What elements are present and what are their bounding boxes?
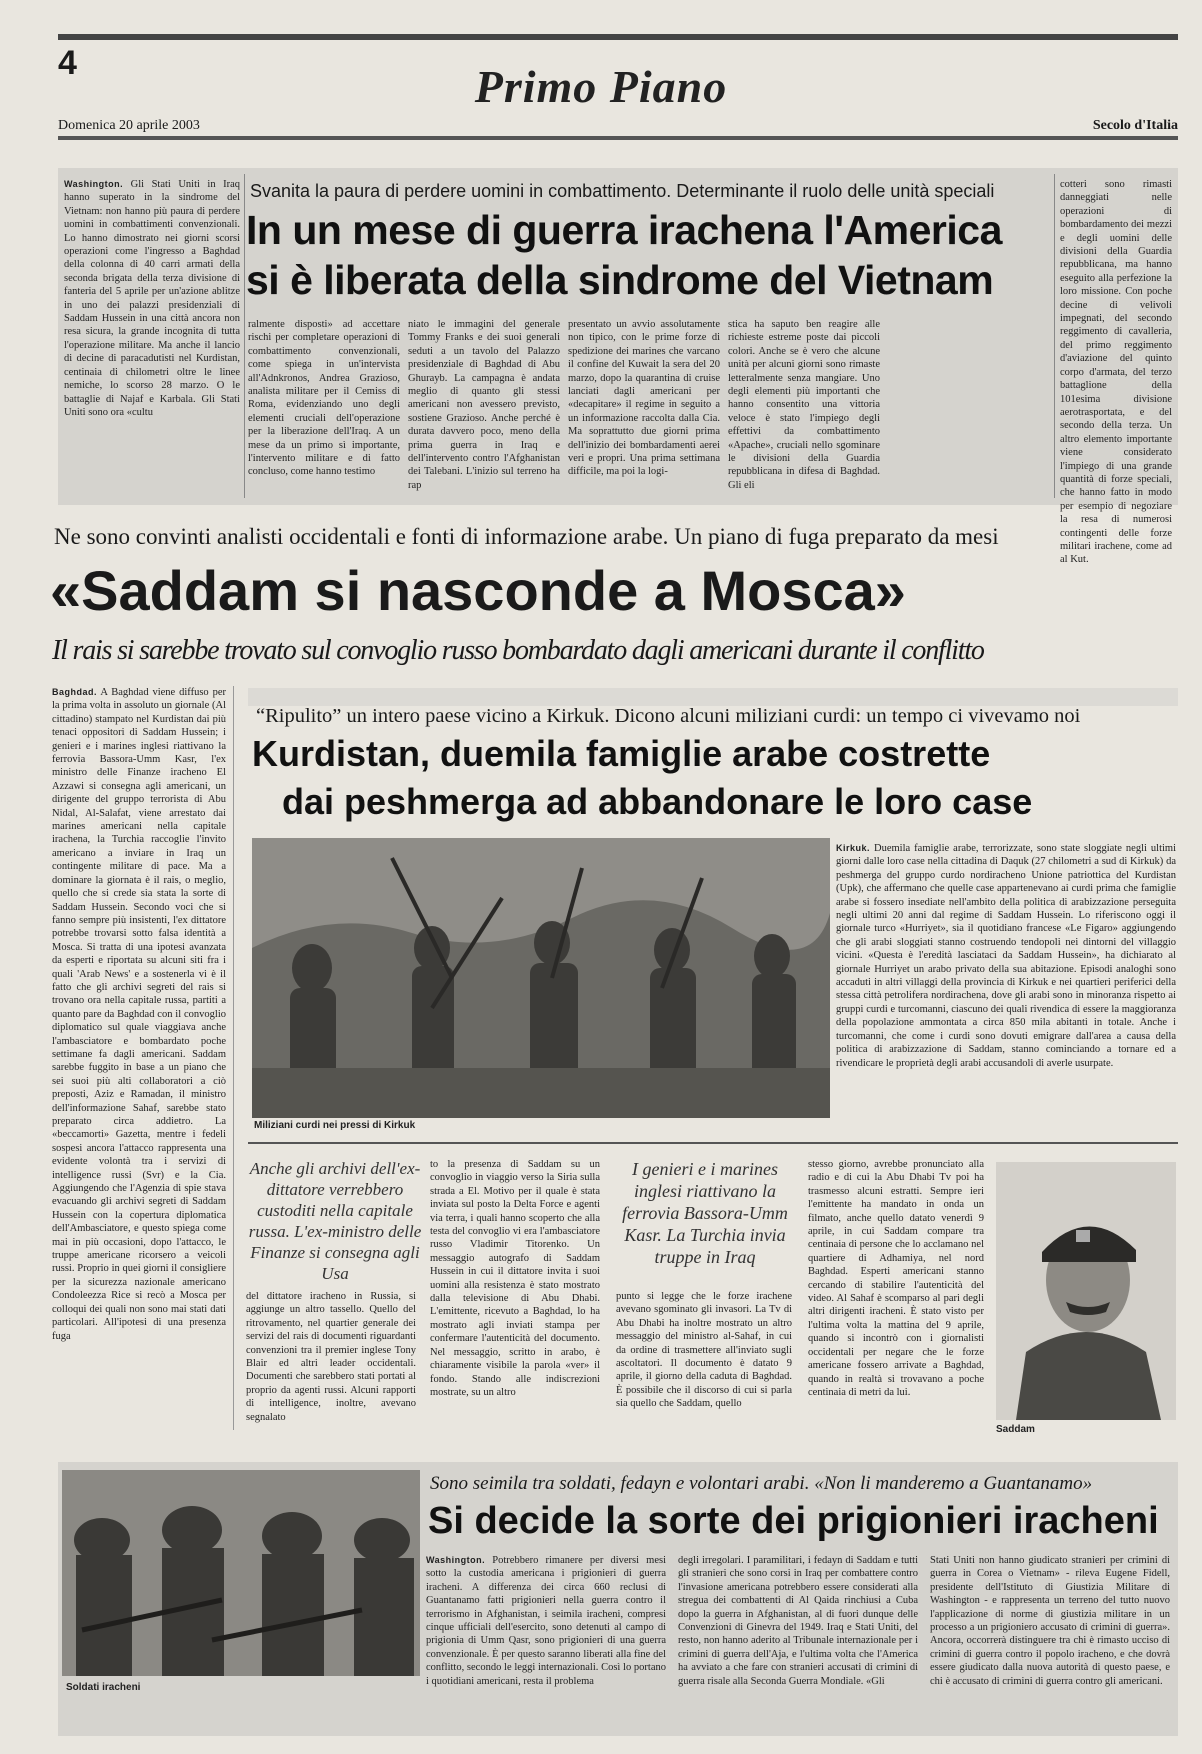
soldiers-photo-caption: Soldati iracheni [66,1682,141,1693]
issue-date: Domenica 20 aprile 2003 [58,118,200,133]
vietnam-col-5: stica ha saputo ben reagire alle richieste estreme poste dai piccoli colori. Anche se è vero che alcune unità per alcuni giorni sono rimaste letteralmente senza mangiare. Uno degli elementi più importanti che hanno consentito una vittoria veloce è stato l'impiego degli effettivi da combattimento «Apache», cruciali nello sgominare le divisioni della Guardia repubblicana in difesa di Baghdad. Gli eli [728,319,880,491]
vietnam-col-1: Washington. Gli Stati Uniti in Iraq hanno superato in la sindrome del Vietnam: non hanno più paura di perdere uomini in combattimenti convenzionali. Lo hanno dimostrato nei giorni scorsi operazioni come l'ingresso a Baghdad della colonna di 40 carri armati della seconda brigata della terza divisione di fanteria del 5 aprile per un'azione ablitze in uno dei palazzi presidenziali di Saddam Hussein in una città ancora non resa sicura, la grande incognita di tutta l'operazione militare. Ma anche il lancio di decine di paracadutisti nel Kurdistan, centinaia di chilometri oltre le linee nemiche, lo scorso 28 marzo. O le battaglie di Najaf e Karbala. Gli Stati Uniti sono ora «cultu [64,179,240,418]
kurdistan-body: Kirkuk. Duemila famiglie arabe, terrorizzate, sono state sloggiate negli ultimi giorni dalle loro case nella cittadina di Daquk (27 chilometri a sud di Kirkuk) da peshmerga del gruppo curdo nordiracheno Unione patriottica del Kurdistan (Upk), che affermano che quelle case appartenevano ai curdi prima che famiglie arabe si fossero insediate nell'ambito della politica di arabizzazione perseguita negli ultimi 20 anni dal regime di Saddam Hussein. Lo riferiscono oggi il giornale turco «Hurriyet», sia il quotidiano francese «Le Figaro» aggiungendo che gli arabi sloggiati stanno costruendo tendopoli nei dintorni del villaggio vicini. «Questa è l'eredità lasciataci da Saddam Hussein», ha dichiarato al giornale Hurriyet un arabo privato della sua abitazione. Episodi analoghi sono accaduti in altri villaggi della provincia di Kirkuk e nei quartieri periferici della stessa città petrolifera nordirachena, dove gli arabi sono in minoranza rispetto ai gruppi curdi e turcomanni, ciascuno dei quali rivendica di essere la maggioranza della popolazione ammontata a circa 850 mila abitanti in totale. Anche i turcomanni, che come i curdi sono dovuti emigrare dall'area a causa della politica di arabizzazione di Saddam, stanno cominciando a tornare ed a rivendicare le proprietà degli arabi accusandoli di averle usurpate. [836,843,1176,1069]
kurdistan-headline-2: dai peshmerga ad abbandonare le loro case [282,781,1033,822]
kurdistan-headline-1: Kurdistan, duemila famiglie arabe costrette [252,733,991,774]
saddam-col-a: del dittatore iracheno in Russia, si aggiunge un altro tassello. Quello del ritrovamento, nel quartier generale dei servizi del rais di documenti riguardanti convenzioni tra il premier inglese Tony Blair ed altri leader occidentali. Documenti che sarebbero stati portati al proprio da agenti russi. Alcuni rapporti di intelligence, inoltre, avevano segnalato [246,1291,416,1423]
prisoners-kicker: Sono seimila tra soldati, fedayn e volontari arabi. «Non li manderemo a Guantanamo» [430,1473,1093,1494]
kurdistan-bottom-rule [248,1142,1178,1144]
saddam-col-left: Baghdad. A Baghdad viene diffuso per la prima volta in assoluto un giornale (Al cittadino) stampato nel Kurdistan dai più tenaci oppositori di Saddam Hussein; i genieri e i marines inglesi riattivano la ferrovia Bassora-Umm Kasr, l'ex ministro delle Finanze iracheno El Azzawi si consegna agli americani, un dirigente del gruppo terrorista di Abu Nidal, Al-Salafat, viene arrestato dai marines americani nella capitale irachena, la Turchia raccoglie l'invito americano a inviare in Iraq un contingente militare di pace. Ma a dominare la giornata è il rais, o meglio, quello che si crede sia stata la sorte di Saddam Hussein. Secondo voci che si fanno sempre più insistenti, l'ex dittatore potrebbe trovarsi sotto falsa identità a Mosca. Si tratta di una ipotesi avanzata da esperti e riportata su alcuni siti fra i quali 'Arab News' e a sostenerla vi è il fatto che gli archivi segreti del rais si trovano ora nella capitale russa, partiti a quanto pare da Baghdad con il convoglio diplomatico sul quale viaggiava anche l'ambasciatore e bombardato poche settimane fa dagli americani. Saddam sarebbe fuggito in base a un piano che sei suoi più alti collaboratori a ciò preposti, Aziz e Ramadan, il ministro dell'informazione Sahaf, sarebbe stato preparato circa addietro. La «beccamorti» Gazetta, mentre i fedeli sospesi ancora l'attacco rappresenta una evidente volontà tra i servizi di intelligence russi (Svr) e la Cia. Aggiungendo che l'Agenzia di spie stava evacuando gli archivi segreti di Saddam Hussein con la copertura diplomatica dell'Ambasciatore, e questo spiega come mai in più occasioni, dopo l'attacco, le truppe americane ricorsero a veicoli russi. Proprio in quei giorni il consigliere per la sicurezza nazionale americano Condoleezza Rice si recò a Mosca per colloqui dei quali non sono mai stati dati particolari. All'ipotesi di una presenza fuga [52,687,226,1342]
saddam-photo-caption: Saddam [996,1424,1035,1435]
militia-illustration [252,838,830,1118]
archive-deck: Anche gli archivi dell'ex-dittatore verrebbero custoditi nella capitale russa. L'ex-ministro delle Finanze si consegna agli Usa [248,1159,422,1283]
column-divider [1054,174,1055,498]
vietnam-col-3: niato le immagini del generale Tommy Franks e dei suoi generali seduti a un tavolo del Palazzo presidenziale di Baghdad di Abu Ghurayb. La campagna è andata meglio di quanto gli stessi americani non avessero previsto, sostiene Grazioso. Anche perché è durata davvero poco, meno della prima guerra in Iraq e dell'intervento contro l'Afghanistan dei Talebani. L'inizio sul terreno ha rap [408,319,560,491]
prisoners-article-box [58,1462,1178,1736]
saddam-headline: «Saddam si nasconde a Mosca» [50,559,906,622]
railway-deck: I genieri e i marines inglesi riattivano la ferrovia Bassora-Umm Kasr. La Turchia invia truppe in Iraq [622,1159,788,1267]
saddam-subhead: Il rais si sarebbe trovato sul convoglio russo bombardato dagli americani durante il conflitto [52,635,984,666]
dateline: Baghdad. [52,687,98,697]
vietnam-col-4: presentato un avvio assolutamente non tipico, con le prime forze di spedizione dei marines che varcano il confine del Kuwait la sera del 20 marzo, dopo la quarantina di cruise lanciati dagli americani per «decapitare» il regime in seguito a un informazione raccolta dalla Cia. Ma soprattutto due giorni prima dell'inizio dei bombardamenti aerei veri e propri. Una prima settimana difficile, ma poi la logi- [568,319,720,478]
militia-photo-caption: Miliziani curdi nei pressi di Kirkuk [254,1120,416,1131]
prisoners-headline: Si decide la sorte dei prigionieri iracheni [428,1500,1159,1542]
prisoners-col-2: degli irregolari. I paramilitari, i fedayn di Saddam e tutti gli stranieri che sono corsi in Iraq per combattere contro l'invasione americana potrebbero essere considerati alla stregua dei combattenti di Al Qaida rinchiusi a Cuba dopo la guerra in Afghanistan, al di fuori dunque delle Convenzioni di Ginevra del 1949. Iraq e Stati Uniti, del resto, non hanno aderito al Tribunale internazionale per i crimini di guerra dell'Aja, e l'ultima volta che l'America ha avviato a che fare con stranieri accusati di crimini di guerra risale alla Seconda Guerra Mondiale. «Gli [678,1555,918,1687]
masthead-rule [58,136,1178,140]
column-divider [244,174,245,498]
prisoners-col-1: Washington. Potrebbero rimanere per diversi mesi sotto la custodia americana i prigionieri di guerra iracheni. A differenza dei circa 660 reclusi di Guantanamo fatti prigionieri nella guerra contro il terrorismo in Afghanistan, i seimila iracheni, compresi cinque ufficiali dell'esercito, sono detenuti al campo di prigionia di Umm Qasr, sono prigionieri di una guerra convenzionale. È per questo saranno liberati alla fine del conflitto, secondo le leggi internazionali. Così lo portano i quotidiani americani, resta il problema [426,1555,666,1687]
dateline: Washington. [426,1555,486,1565]
saddam-kicker: Ne sono convinti analisti occidentali e fonti di informazione arabe. Un piano di fuga preparato da mesi [54,524,999,549]
soldiers-illustration [62,1470,420,1676]
saddam-portrait [996,1162,1176,1420]
vietnam-kicker: Svanita la paura di perdere uomini in combattimento. Determinante il ruolo delle unità speciali [250,181,995,201]
top-rule [58,34,1178,40]
kurdistan-kicker: “Ripulito” un intero paese vicino a Kirkuk. Dicono alcuni miliziani curdi: un tempo ci vivevamo noi [256,705,1081,727]
saddam-col-b: to la presenza di Saddam su un convoglio in viaggio verso la Siria sulla strada a El. Motivo per il quale è stata inviata sul posto la Delta Force e agenti via terra, i quali hanno scoperto che alla testa del convoglio vi era l'ambasciatore russo Vladimir Titorenko. Un messaggio autografo di Saddam Hussein in cui il dittatore invita i suoi uomini alla resistenza è stato mostrato dalla televisione di Abu Dhabi. L'emittente, ricevuto a Baghdad, lo ha mostrato agli inviati stampa per confermare l'autenticità del documento. Nel messaggio, scritto in arabo, è chiaramente visibile la parola «ver» il fondo. Stando alle indiscrezioni mostrate, su un altro [430,1159,600,1398]
dateline: Kirkuk. [836,843,871,853]
saddam-col-c: punto si legge che le forze irachene avevano sgominato gli invasori. La Tv di Abu Dhabi ha inoltre mostrato un altro messaggio del ministro al-Sahaf, in cui da ordine di trasmettere all'inviato sugli ascoltatori. Il documento è datato 9 aprile, il giorno della caduta di Baghdad. È possibile che il discorso di cui si parla sia quello che Saddam, quello [616,1291,792,1410]
saddam-col-d: stesso giorno, avrebbe pronunciato alla radio e di cui la Abu Dhabi Tv poi ha trasmesso alcuni estratti. Sempre ieri l'emittente ha mandato in onda un filmato, anche quello datato venerdì 9 aprile, in cui Saddam compare tra centinaia di persone che lo acclamano nel quartiere di Adhamiya, nel nord Baghdad. Esperti americani stanno cercando di stabilire l'autenticità del video. Al Sahaf è scomparso al pari degli altri dirigenti iracheni. È stato visto per l'ultima volta la mattina del 9 aprile, quando si incontrò con i giornalisti occidentali per negare che le forze americane fossero arrivate a Baghdad, quando in realtà si trovavano a poche centinaia di metri da lui. [808,1159,984,1398]
portrait-illustration [996,1162,1176,1420]
prisoners-col-3: Stati Uniti non hanno giudicato stranieri per crimini di guerra in Corea o Vietnam» - rileva Eugene Fidell, presidente dell'Istituto di Giustizia Militare di Washington - e rappresenta un terreno del tutto nuovo l'applicazione di norme di giustizia militare in un processo a un prigioniero accusato di crimini di guerra». Ancora, occorrerà distinguere tra chi è rimasto ucciso di crimini di guerra contro il popolo iracheno, e che dovrà essere giudicato dalla nuova autorità di questo paese, e chi è accusato di crimini di guerra contro gli americani. [930,1555,1170,1687]
page-number: 4 [58,44,77,82]
section-title: Primo Piano [474,61,728,112]
dateline: Washington. [64,179,124,189]
vietnam-headline-1: In un mese di guerra irachena l'America [246,207,1002,253]
vietnam-col-2: ralmente disposti» ad accettare rischi per completare operazioni di combattimento convenzionali, come spiega in un'intervista all'Adnkronos, Andrea Grazioso, analista militare per il Cemiss di Roma, evidenziando uno degli elementi cruciali dell'operazione per la liberazione dell'Iraq. A un mese da un primo sì importante, l'intervento militare e di fatto concluso, come hanno testimo [248,319,400,478]
kurdish-militia-photo [252,838,830,1118]
iraqi-soldiers-photo [62,1470,420,1676]
vietnam-headline-2: si è liberata della sindrome del Vietnam [246,257,994,303]
vietnam-col-6: cotteri sono rimasti danneggiati nelle operazioni di bombardamento dei mezzi e degli uomini delle divisioni della Guardia repubblicana, ma hanno eseguito alla perfezione la loro missione. Con poche decine di velivoli impegnati, del secondo reggimento di cavalleria, del primo reggimento d'aviazione del quinto corpo d'armata, del terzo battaglione della 101esima divisione aerotrasportata, e del secondo della terza. Un altro elemento importante viene considerato l'impiego di una grande quantità di forze speciali, che hanno fatto in modo per esempio di negoziare la resa di numerosi contingenti delle forze militari irachene, come ad al Kut. [1060,179,1172,566]
newspaper-name: Secolo d'Italia [1092,118,1178,133]
column-divider [233,686,234,1430]
